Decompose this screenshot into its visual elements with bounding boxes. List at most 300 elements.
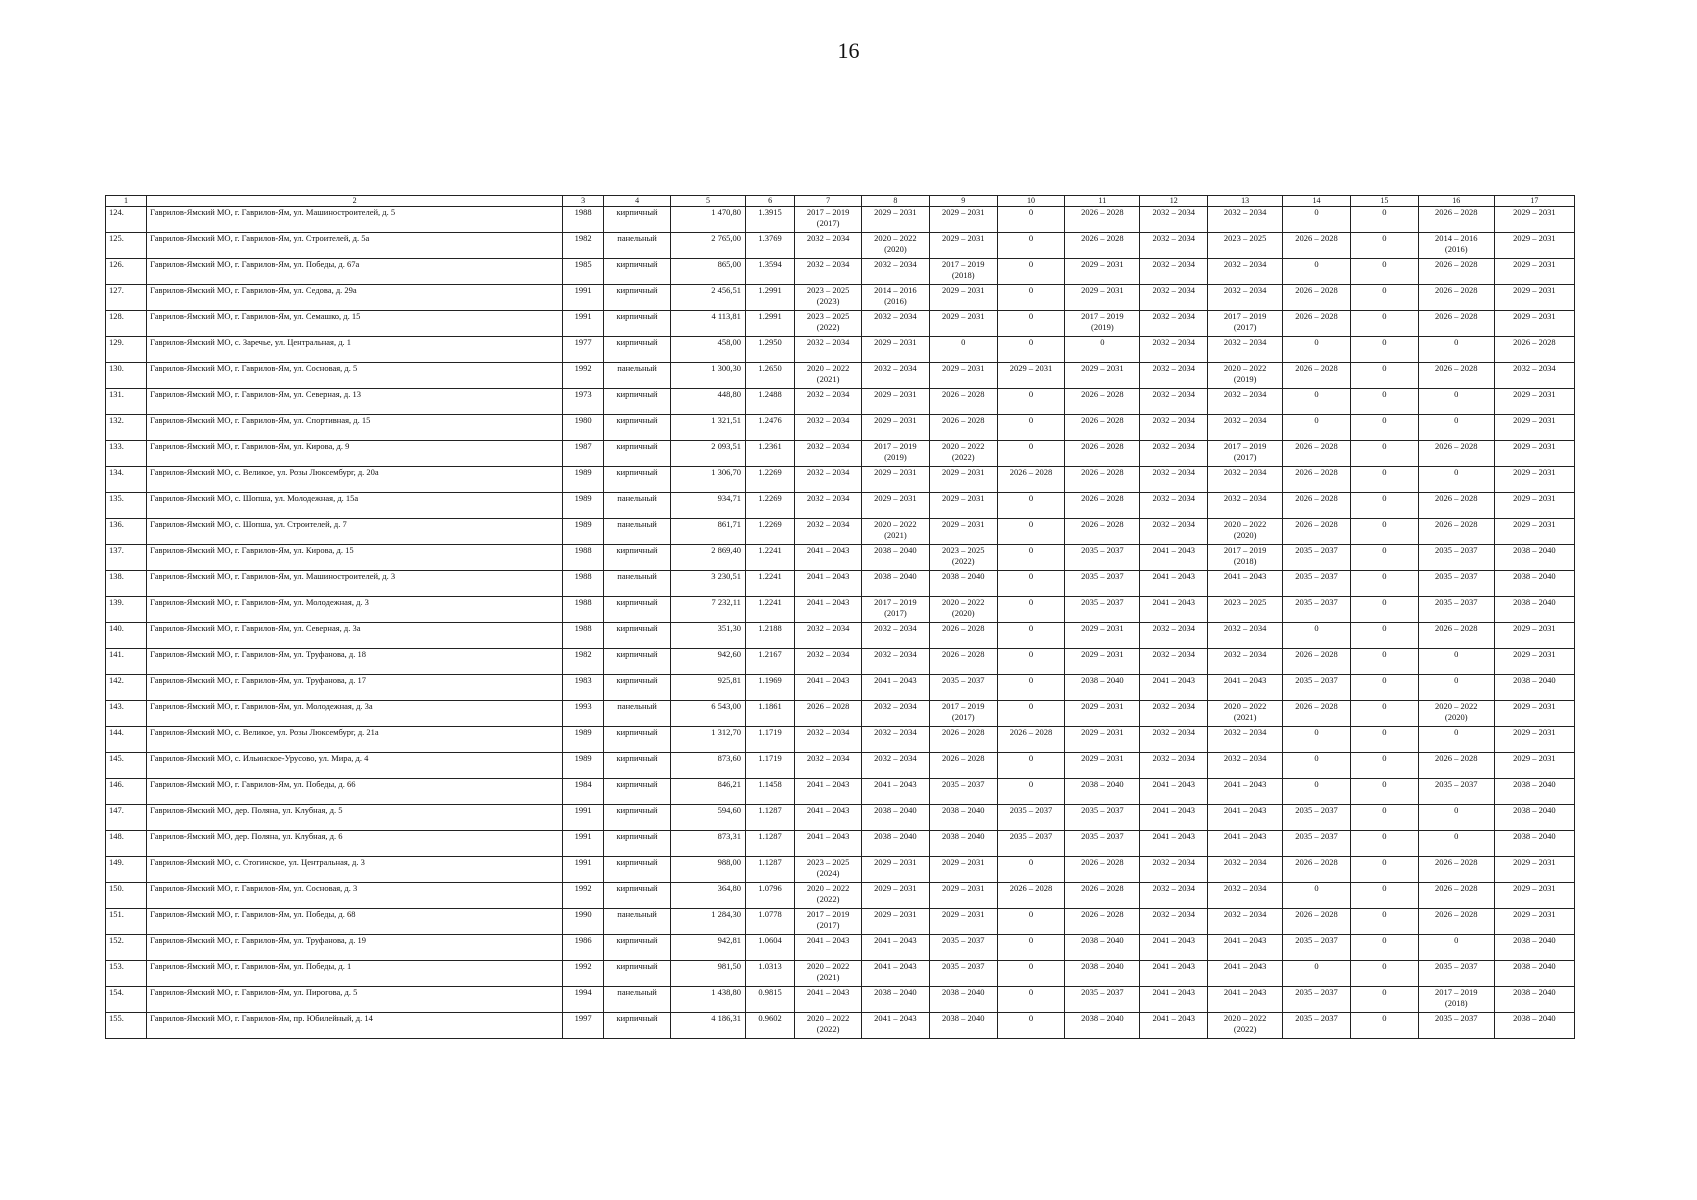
table-cell: 2038 – 2040 [1494, 545, 1574, 571]
table-cell: 2026 – 2028 [1065, 519, 1140, 545]
table-cell: 1.2167 [745, 649, 794, 675]
table-cell: Гаврилов-Ямский МО, г. Гаврилов-Ям, ул. Труфанова, д. 18 [147, 649, 563, 675]
table-cell: 1.1287 [745, 857, 794, 883]
table-cell: 925,81 [670, 675, 745, 701]
table-cell: 1987 [563, 441, 604, 467]
table-cell: 2032 – 2034 [795, 623, 862, 649]
table-cell: 2023 – 2025 [1208, 233, 1283, 259]
table-cell: 2029 – 2031 [1494, 441, 1574, 467]
table-cell: 1973 [563, 389, 604, 415]
table-cell: 1985 [563, 259, 604, 285]
table-cell: 1.2241 [745, 571, 794, 597]
table-cell: 2017 – 2019 (2017) [795, 909, 862, 935]
table-cell: кирпичный [604, 285, 671, 311]
table-cell: кирпичный [604, 649, 671, 675]
table-cell: 0 [1350, 285, 1418, 311]
table-cell: 0 [997, 857, 1065, 883]
table-cell: кирпичный [604, 935, 671, 961]
table-cell: 2032 – 2034 [1208, 467, 1283, 493]
table-cell: 1986 [563, 935, 604, 961]
table-cell: 132. [106, 415, 147, 441]
table-cell: 2032 – 2034 [1494, 363, 1574, 389]
table-cell: 2035 – 2037 [1065, 987, 1140, 1013]
table-cell: 2020 – 2022 (2021) [862, 519, 930, 545]
table-cell: 0 [1350, 961, 1418, 987]
table-cell: 2041 – 2043 [1140, 961, 1208, 987]
table-cell: 2026 – 2028 [1418, 519, 1494, 545]
table-cell: 2029 – 2031 [1494, 415, 1574, 441]
table-cell: Гаврилов-Ямский МО, г. Гаврилов-Ям, ул. Победы, д. 68 [147, 909, 563, 935]
table-cell: 2026 – 2028 [1283, 285, 1351, 311]
table-cell: 846,21 [670, 779, 745, 805]
table-cell: Гаврилов-Ямский МО, с. Великое, ул. Розы Люксембург, д. 21а [147, 727, 563, 753]
table-cell: 2029 – 2031 [1494, 311, 1574, 337]
table-cell: 0 [997, 519, 1065, 545]
table-cell: 133. [106, 441, 147, 467]
table-cell: 2026 – 2028 [1418, 207, 1494, 233]
table-cell: 2035 – 2037 [1065, 805, 1140, 831]
table-cell: 2029 – 2031 [929, 363, 997, 389]
table-cell: 2029 – 2031 [1494, 753, 1574, 779]
table-row [106, 285, 1575, 311]
table-cell: 2041 – 2043 [1208, 675, 1283, 701]
table-cell: 2026 – 2028 [929, 649, 997, 675]
table-cell: 0 [1418, 337, 1494, 363]
table-cell: 2026 – 2028 [1283, 441, 1351, 467]
table-cell: 2029 – 2031 [929, 311, 997, 337]
table-cell: 2032 – 2034 [1140, 415, 1208, 441]
table-cell: 2029 – 2031 [862, 493, 930, 519]
table-cell: 2029 – 2031 [1494, 233, 1574, 259]
table-body [106, 207, 1575, 1039]
table-cell: 0 [1350, 441, 1418, 467]
table-cell: 2041 – 2043 [795, 675, 862, 701]
table-cell: 2032 – 2034 [1140, 389, 1208, 415]
table-row [106, 935, 1575, 961]
table-cell: 2032 – 2034 [1140, 311, 1208, 337]
table-cell: 2041 – 2043 [1140, 831, 1208, 857]
table-cell: 0 [1418, 805, 1494, 831]
table-cell: 2038 – 2040 [929, 831, 997, 857]
table-cell: 2038 – 2040 [1065, 1013, 1140, 1039]
table-cell: 2026 – 2028 [1283, 493, 1351, 519]
table-cell: кирпичный [604, 441, 671, 467]
table-cell: 2041 – 2043 [1140, 987, 1208, 1013]
table-cell: 2026 – 2028 [929, 389, 997, 415]
table-cell: 2020 – 2022 (2020) [1208, 519, 1283, 545]
table-row [106, 207, 1575, 233]
table-cell: 2029 – 2031 [1065, 285, 1140, 311]
table-cell: 1.2241 [745, 597, 794, 623]
table-cell: 0 [997, 987, 1065, 1013]
table-cell: панельный [604, 571, 671, 597]
column-header: 4 [604, 196, 671, 207]
table-cell: Гаврилов-Ямский МО, с. Великое, ул. Розы Люксембург, д. 20а [147, 467, 563, 493]
table-cell: Гаврилов-Ямский МО, г. Гаврилов-Ям, ул. Кирова, д. 15 [147, 545, 563, 571]
table-cell: 0 [1283, 623, 1351, 649]
table-cell: 2032 – 2034 [795, 415, 862, 441]
table-cell: 2041 – 2043 [1140, 779, 1208, 805]
table-cell: 140. [106, 623, 147, 649]
table-cell: Гаврилов-Ямский МО, с. Заречье, ул. Центральная, д. 1 [147, 337, 563, 363]
table-cell: 154. [106, 987, 147, 1013]
table-cell: 0 [1283, 753, 1351, 779]
table-cell: 2020 – 2022 (2022) [1208, 1013, 1283, 1039]
table-cell: 2035 – 2037 [929, 779, 997, 805]
table-cell: 2020 – 2022 (2021) [1208, 701, 1283, 727]
table-cell: кирпичный [604, 467, 671, 493]
table-cell: 0 [997, 415, 1065, 441]
table-cell: 2032 – 2034 [1140, 207, 1208, 233]
table-cell: 2041 – 2043 [795, 935, 862, 961]
table-row [106, 623, 1575, 649]
table-cell: Гаврилов-Ямский МО, г. Гаврилов-Ям, ул. Победы, д. 1 [147, 961, 563, 987]
table-cell: 2035 – 2037 [1283, 805, 1351, 831]
table-cell: 865,00 [670, 259, 745, 285]
table-cell: 1988 [563, 545, 604, 571]
table-cell: Гаврилов-Ямский МО, г. Гаврилов-Ям, ул. Победы, д. 66 [147, 779, 563, 805]
table-cell: 2041 – 2043 [1140, 545, 1208, 571]
table-cell: 0 [997, 259, 1065, 285]
table-cell: 2038 – 2040 [1494, 1013, 1574, 1039]
table-cell: 2041 – 2043 [1140, 805, 1208, 831]
table-cell: 2035 – 2037 [1283, 831, 1351, 857]
table-cell: 0 [1350, 207, 1418, 233]
table-cell: 2029 – 2031 [862, 207, 930, 233]
table-cell: 6 543,00 [670, 701, 745, 727]
table-cell: 1992 [563, 961, 604, 987]
table-cell: 2026 – 2028 [1065, 389, 1140, 415]
table-row [106, 649, 1575, 675]
page-number: 16 [837, 38, 860, 63]
table-cell: 0 [1065, 337, 1140, 363]
table-cell: 2017 – 2019 (2017) [1208, 311, 1283, 337]
table-cell: 0 [1350, 1013, 1418, 1039]
table-cell: 2032 – 2034 [795, 493, 862, 519]
table-cell: 2023 – 2025 (2023) [795, 285, 862, 311]
table-cell: 1.0778 [745, 909, 794, 935]
table-cell: 0 [1418, 415, 1494, 441]
table-cell: 2029 – 2031 [1065, 753, 1140, 779]
table-cell: 0 [1283, 727, 1351, 753]
column-header: 15 [1350, 196, 1418, 207]
table-cell: 1994 [563, 987, 604, 1013]
table-row [106, 987, 1575, 1013]
table-cell: 2029 – 2031 [929, 909, 997, 935]
table-cell: 942,60 [670, 649, 745, 675]
table-cell: 2029 – 2031 [929, 233, 997, 259]
table-cell: кирпичный [604, 857, 671, 883]
table-cell: 2029 – 2031 [1065, 363, 1140, 389]
table-cell: 2020 – 2022 (2020) [929, 597, 997, 623]
table-cell: 2038 – 2040 [1494, 675, 1574, 701]
table-cell: 2017 – 2019 (2017) [862, 597, 930, 623]
table-cell: 2026 – 2028 [1418, 311, 1494, 337]
table-cell: кирпичный [604, 623, 671, 649]
table-cell: 2035 – 2037 [1418, 1013, 1494, 1039]
table-cell: 364,80 [670, 883, 745, 909]
table-cell: 2029 – 2031 [1065, 649, 1140, 675]
table-cell: 2035 – 2037 [997, 831, 1065, 857]
table-cell: 1989 [563, 753, 604, 779]
table-cell: 2032 – 2034 [1140, 701, 1208, 727]
table-cell: Гаврилов-Ямский МО, г. Гаврилов-Ям, ул. Пирогова, д. 5 [147, 987, 563, 1013]
table-cell: 2038 – 2040 [1494, 571, 1574, 597]
table-cell: 1982 [563, 649, 604, 675]
table-cell: 2026 – 2028 [1418, 441, 1494, 467]
table-cell: 2032 – 2034 [1208, 337, 1283, 363]
table-cell: Гаврилов-Ямский МО, г. Гаврилов-Ям, ул. Кирова, д. 9 [147, 441, 563, 467]
table-cell: 2032 – 2034 [795, 753, 862, 779]
table-cell: 0 [997, 935, 1065, 961]
table-cell: 2029 – 2031 [1494, 259, 1574, 285]
table-cell: 2032 – 2034 [1208, 389, 1283, 415]
table-cell: 2029 – 2031 [929, 467, 997, 493]
table-cell: 2032 – 2034 [795, 441, 862, 467]
table-cell: 2 869,40 [670, 545, 745, 571]
table-row [106, 909, 1575, 935]
table-cell: 2029 – 2031 [1494, 909, 1574, 935]
table-row [106, 805, 1575, 831]
table-cell: 2032 – 2034 [1208, 753, 1283, 779]
table-cell: 0 [1350, 857, 1418, 883]
table-cell: Гаврилов-Ямский МО, г. Гаврилов-Ям, ул. Сосновая, д. 3 [147, 883, 563, 909]
table-cell: 2035 – 2037 [1283, 597, 1351, 623]
table-cell: 2017 – 2019 (2019) [1065, 311, 1140, 337]
table-cell: кирпичный [604, 805, 671, 831]
table-cell: 2041 – 2043 [1140, 571, 1208, 597]
table-cell: 2029 – 2031 [1494, 389, 1574, 415]
table-cell: 2020 – 2022 (2022) [795, 883, 862, 909]
table-cell: Гаврилов-Ямский МО, г. Гаврилов-Ям, ул. Машиностроителей, д. 5 [147, 207, 563, 233]
table-cell: 2032 – 2034 [1140, 441, 1208, 467]
table-cell: 2026 – 2028 [1418, 259, 1494, 285]
table-cell: 2038 – 2040 [862, 987, 930, 1013]
table-cell: 2032 – 2034 [1140, 493, 1208, 519]
table-cell: 988,00 [670, 857, 745, 883]
table-cell: 1.2650 [745, 363, 794, 389]
table-cell: 2029 – 2031 [929, 207, 997, 233]
table-cell: 2017 – 2019 (2018) [1208, 545, 1283, 571]
table-cell: 2029 – 2031 [1065, 701, 1140, 727]
table-cell: 2026 – 2028 [1494, 337, 1574, 363]
table-cell: 2014 – 2016 (2016) [1418, 233, 1494, 259]
table-cell: 0 [1350, 337, 1418, 363]
table-cell: 2032 – 2034 [1140, 337, 1208, 363]
table-cell: 2026 – 2028 [1418, 623, 1494, 649]
table-cell: кирпичный [604, 831, 671, 857]
table-cell: 128. [106, 311, 147, 337]
table-cell: 2038 – 2040 [1494, 805, 1574, 831]
table-cell: 2032 – 2034 [1140, 857, 1208, 883]
table-header-row [106, 196, 1575, 207]
table-cell: 1.2991 [745, 285, 794, 311]
table-cell: 0 [997, 753, 1065, 779]
table-cell: 131. [106, 389, 147, 415]
table-cell: 2035 – 2037 [1065, 831, 1140, 857]
table-cell: 3 230,51 [670, 571, 745, 597]
table-cell: 2035 – 2037 [929, 961, 997, 987]
table-cell: 136. [106, 519, 147, 545]
table-cell: 1.3769 [745, 233, 794, 259]
table-cell: 2023 – 2025 [1208, 597, 1283, 623]
table-cell: 1.1287 [745, 805, 794, 831]
table-cell: 2029 – 2031 [929, 493, 997, 519]
table-cell: кирпичный [604, 961, 671, 987]
table-cell: 147. [106, 805, 147, 831]
table-cell: Гаврилов-Ямский МО, с. Шопша, ул. Строителей, д. 7 [147, 519, 563, 545]
table-cell: Гаврилов-Ямский МО, г. Гаврилов-Ям, ул. Труфанова, д. 19 [147, 935, 563, 961]
table-cell: 1991 [563, 805, 604, 831]
table-cell: 0 [1418, 467, 1494, 493]
table-cell: 2029 – 2031 [1494, 285, 1574, 311]
table-cell: 2041 – 2043 [862, 675, 930, 701]
table-cell: панельный [604, 987, 671, 1013]
table-cell: 144. [106, 727, 147, 753]
table-cell: 2035 – 2037 [1065, 597, 1140, 623]
table-cell: панельный [604, 701, 671, 727]
table-cell: 2029 – 2031 [1065, 727, 1140, 753]
table-cell: 2041 – 2043 [1140, 1013, 1208, 1039]
table-cell: 2038 – 2040 [1065, 779, 1140, 805]
table-cell: 4 186,31 [670, 1013, 745, 1039]
table-cell: 0 [1350, 597, 1418, 623]
table-cell: 2026 – 2028 [1418, 857, 1494, 883]
table-cell: Гаврилов-Ямский МО, с. Ильинское-Урусово, ул. Мира, д. 4 [147, 753, 563, 779]
table-cell: 2032 – 2034 [1208, 883, 1283, 909]
table-cell: 2038 – 2040 [1065, 675, 1140, 701]
table-cell: 2026 – 2028 [1065, 415, 1140, 441]
column-header: 16 [1418, 196, 1494, 207]
table-cell: 2035 – 2037 [1283, 571, 1351, 597]
table-cell: 2026 – 2028 [1065, 883, 1140, 909]
table-cell: 2041 – 2043 [1208, 779, 1283, 805]
table-cell: 2029 – 2031 [1494, 623, 1574, 649]
table-cell: 1997 [563, 1013, 604, 1039]
table-cell: 1989 [563, 727, 604, 753]
table-cell: 2032 – 2034 [862, 701, 930, 727]
table-cell: 1.1969 [745, 675, 794, 701]
table-cell: 0 [997, 675, 1065, 701]
table-cell: панельный [604, 909, 671, 935]
table-cell: 2032 – 2034 [1140, 649, 1208, 675]
table-cell: 1989 [563, 519, 604, 545]
table-cell: Гаврилов-Ямский МО, г. Гаврилов-Ям, ул. Седова, д. 29а [147, 285, 563, 311]
table-cell: 1989 [563, 493, 604, 519]
table-cell: 1.2269 [745, 467, 794, 493]
table-cell: 2 093,51 [670, 441, 745, 467]
table-cell: 0 [1350, 259, 1418, 285]
table-cell: 2029 – 2031 [1494, 467, 1574, 493]
table-cell: 981,50 [670, 961, 745, 987]
table-cell: 2041 – 2043 [1208, 987, 1283, 1013]
table-cell: 448,80 [670, 389, 745, 415]
table-cell: 2026 – 2028 [1418, 883, 1494, 909]
table-cell: 1.2488 [745, 389, 794, 415]
table-cell: 0 [997, 649, 1065, 675]
table-cell: 2023 – 2025 (2022) [795, 311, 862, 337]
table-cell: 2029 – 2031 [862, 909, 930, 935]
table-cell: 2041 – 2043 [795, 987, 862, 1013]
table-cell: 2029 – 2031 [1494, 883, 1574, 909]
table-cell: 148. [106, 831, 147, 857]
table-cell: 2032 – 2034 [795, 727, 862, 753]
table-cell: 934,71 [670, 493, 745, 519]
table-cell: 873,60 [670, 753, 745, 779]
table-row [106, 363, 1575, 389]
table-cell: 0 [1283, 207, 1351, 233]
table-cell: 124. [106, 207, 147, 233]
table-row [106, 597, 1575, 623]
table-cell: 1984 [563, 779, 604, 805]
table-cell: 2026 – 2028 [929, 753, 997, 779]
table-cell: 2038 – 2040 [862, 571, 930, 597]
column-header: 2 [147, 196, 563, 207]
table-cell: 1.0604 [745, 935, 794, 961]
table-cell: 0 [1350, 753, 1418, 779]
table-cell: 1.2950 [745, 337, 794, 363]
table-cell: 7 232,11 [670, 597, 745, 623]
table-cell: кирпичный [604, 597, 671, 623]
table-cell: 1.3915 [745, 207, 794, 233]
table-cell: 2017 – 2019 (2017) [795, 207, 862, 233]
table-cell: 2026 – 2028 [1283, 857, 1351, 883]
table-cell: Гаврилов-Ямский МО, дер. Поляна, ул. Клубная, д. 5 [147, 805, 563, 831]
column-header: 17 [1494, 196, 1574, 207]
table-row [106, 519, 1575, 545]
table-cell: 2032 – 2034 [862, 649, 930, 675]
table-cell: Гаврилов-Ямский МО, г. Гаврилов-Ям, ул. Строителей, д. 5а [147, 233, 563, 259]
table-cell: 0 [1350, 389, 1418, 415]
table-cell: 2026 – 2028 [1065, 467, 1140, 493]
table-cell: 2026 – 2028 [1418, 363, 1494, 389]
table-cell: 2032 – 2034 [1140, 233, 1208, 259]
table-cell: 1 284,30 [670, 909, 745, 935]
table-cell: 1.0313 [745, 961, 794, 987]
table-cell: 2041 – 2043 [1140, 597, 1208, 623]
table-cell: 126. [106, 259, 147, 285]
table-cell: 2032 – 2034 [795, 337, 862, 363]
table-cell: 1988 [563, 207, 604, 233]
table-cell: 2029 – 2031 [1494, 701, 1574, 727]
table-cell: 2026 – 2028 [997, 467, 1065, 493]
table-cell: 141. [106, 649, 147, 675]
table-cell: 2032 – 2034 [1208, 415, 1283, 441]
table-cell: 2035 – 2037 [1418, 779, 1494, 805]
table-cell: 0 [997, 207, 1065, 233]
table-cell: 2032 – 2034 [795, 649, 862, 675]
table-cell: 2038 – 2040 [862, 805, 930, 831]
table-cell: 0 [1350, 909, 1418, 935]
column-header: 10 [997, 196, 1065, 207]
table-cell: 2026 – 2028 [795, 701, 862, 727]
table-cell: 2038 – 2040 [1494, 987, 1574, 1013]
table-cell: 0 [997, 961, 1065, 987]
table-cell: 2041 – 2043 [795, 545, 862, 571]
table-cell: 2026 – 2028 [929, 623, 997, 649]
table-cell: 0 [1283, 961, 1351, 987]
table-row [106, 389, 1575, 415]
table-cell: 2038 – 2040 [929, 805, 997, 831]
table-cell: 942,81 [670, 935, 745, 961]
table-cell: 0 [1350, 883, 1418, 909]
table-cell: панельный [604, 493, 671, 519]
table-cell: панельный [604, 519, 671, 545]
table-cell: 2032 – 2034 [795, 259, 862, 285]
table-cell: 0 [1350, 311, 1418, 337]
table-cell: 1 312,70 [670, 727, 745, 753]
table-cell: 861,71 [670, 519, 745, 545]
